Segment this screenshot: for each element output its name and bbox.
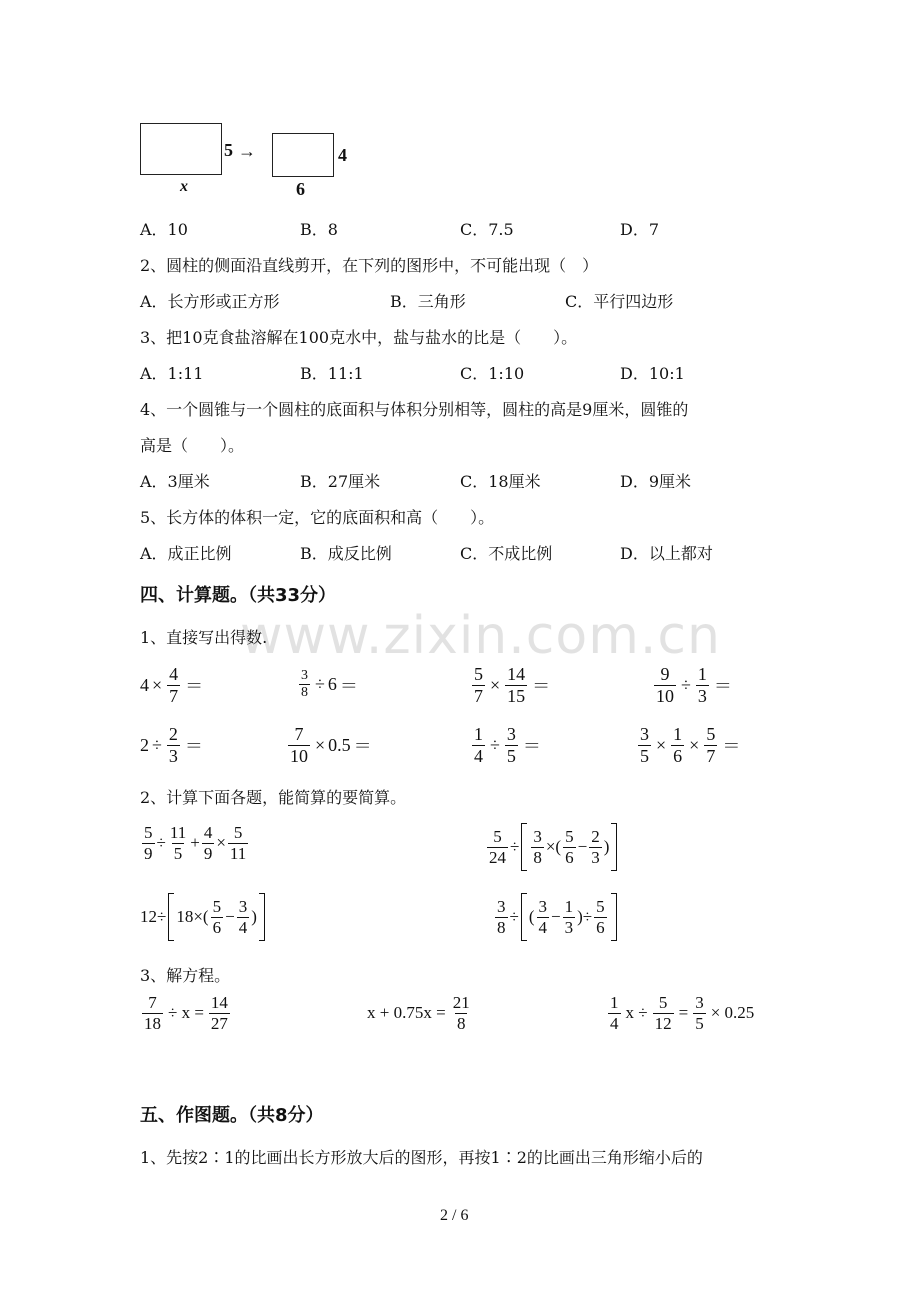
- q5-option-c: C．不成比例: [460, 544, 553, 563]
- q5-option-a: A．成正比例: [140, 544, 232, 563]
- expr-8: $\frac{3}{5}$ × $\frac{1}{6}$ × $\frac{5}{7}$ ＝: [640, 724, 741, 766]
- q3-text: 3、把10克食盐溶解在100克水中，盐与盐水的比是（ ）。: [140, 328, 578, 347]
- page-number: 2 / 6: [440, 1207, 469, 1224]
- q4-option-a: A．3厘米: [140, 472, 210, 491]
- expr-1: 4 × $\frac{4}{7}$ ＝: [140, 664, 204, 706]
- figure-rect-small: [272, 133, 334, 177]
- q5-option-b: B．成反比例: [300, 544, 392, 563]
- q3-option-a: A．1:11: [140, 364, 204, 383]
- q1-option-c: C．7.5: [460, 220, 514, 239]
- expr-3: $\frac{5}{7}$ × $\frac{14}{15}$ ＝: [474, 664, 551, 706]
- expr-4: $\frac{9}{10}$ ÷ $\frac{1}{3}$ ＝: [656, 664, 732, 706]
- equation-1: $\frac{7}{18}$ ÷ x = $\frac{14}{27}$: [144, 993, 228, 1033]
- figure-label-four: 4: [338, 145, 347, 165]
- equation-3: $\frac{1}{4}$ x ÷ $\frac{5}{12}$ = $\frac{3}{5}$ × 0.25: [610, 993, 755, 1033]
- q2-option-b: B．三角形: [390, 292, 466, 311]
- q1-option-b: B．8: [300, 220, 338, 239]
- figure-label-x: x: [180, 178, 188, 195]
- expr-6: $\frac{7}{10}$ × 0.5 ＝: [290, 724, 372, 766]
- figure-label-five: 5: [224, 140, 233, 160]
- section5-title: 五、作图题。（共8分）: [140, 1105, 324, 1126]
- q1-option-a: A．10: [140, 220, 188, 239]
- calc2-expr-4: $\frac{3}{8}$ ÷ ( $\frac{3}{4}$ − $\frac{1}{3}$ )÷ $\frac{5}{6}$: [493, 893, 619, 941]
- q4-text-line1: 4、一个圆锥与一个圆柱的底面积与体积分别相等，圆柱的高是9厘米，圆锥的: [140, 400, 689, 419]
- q2-text: 2、圆柱的侧面沿直线剪开，在下列的图形中，不可能出现（ ）: [140, 256, 599, 275]
- q1-option-d: D．7: [620, 220, 660, 239]
- calc3-title: 3、解方程。: [140, 966, 231, 985]
- q3-option-c: C．1:10: [460, 364, 525, 383]
- section4-title: 四、计算题。（共33分）: [140, 585, 337, 606]
- calc2-title: 2、计算下面各题，能简算的要简算。: [140, 788, 407, 807]
- expr-2: $\frac{3}{8}$ ÷ 6 ＝: [301, 668, 358, 701]
- calc2-expr-3: 12 ÷ 18 ×( $\frac{5}{6}$ − $\frac{3}{4}$ ): [140, 893, 267, 941]
- q2-option-c: C．平行四边形: [565, 292, 674, 311]
- q4-option-d: D．9厘米: [620, 472, 692, 491]
- q3-option-b: B．11:1: [300, 364, 364, 383]
- q2-option-a: A．长方形或正方形: [140, 292, 280, 311]
- figure-arrow: →: [238, 141, 256, 161]
- q4-option-c: C．18厘米: [460, 472, 541, 491]
- q4-text-line2: 高是（ ）。: [140, 436, 245, 455]
- q3-option-d: D．10:1: [620, 364, 685, 383]
- calc2-expr-1: $\frac{5}{9}$ ÷ $\frac{11}{5}$ + $\frac{4}{9}$ × $\frac{5}{11}$: [144, 823, 247, 863]
- figure-rect-large: [140, 123, 222, 175]
- calc1-title: 1、直接写出得数.: [140, 628, 268, 647]
- expr-5: 2 ÷ $\frac{2}{3}$ ＝: [140, 724, 203, 766]
- figure-label-six: 6: [296, 179, 305, 199]
- calc2-expr-2: $\frac{5}{24}$ ÷ $\frac{3}{8}$ ×( $\frac{5}{6}$ − $\frac{2}{3}$ ): [485, 823, 619, 871]
- q5-text: 5、长方体的体积一定，它的底面积和高（ ）。: [140, 508, 495, 527]
- q4-option-b: B．27厘米: [300, 472, 381, 491]
- equation-2: x + 0.75x = $\frac{21}{8}$: [367, 993, 470, 1033]
- draw1-text: 1、先按2∶1的比画出长方形放大后的图形，再按1∶2的比画出三角形缩小后的: [140, 1148, 703, 1167]
- expr-7: $\frac{1}{4}$ ÷ $\frac{3}{5}$ ＝: [474, 724, 541, 766]
- q5-option-d: D．以上都对: [620, 544, 713, 563]
- watermark: www.zixin.com.cn: [240, 606, 721, 666]
